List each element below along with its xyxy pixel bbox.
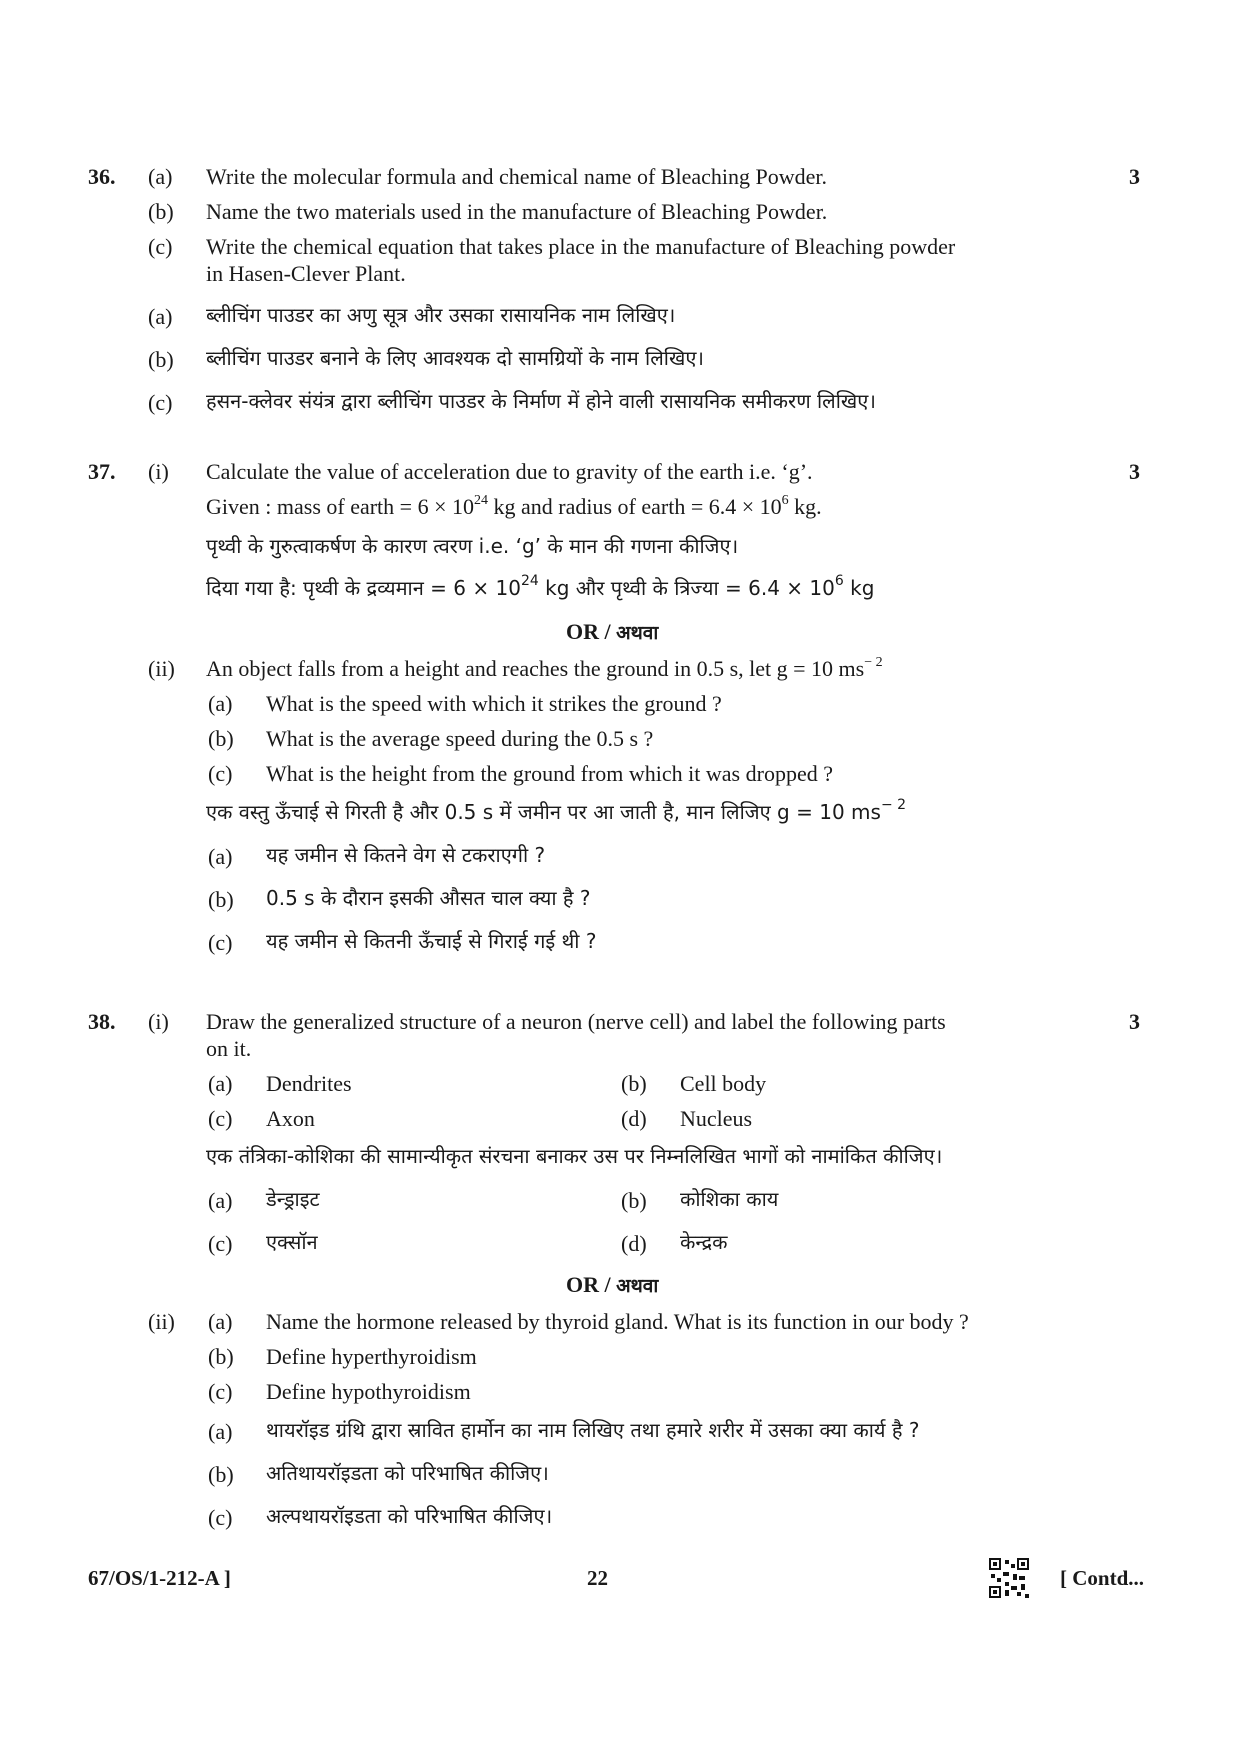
option-label: (c) (208, 1505, 233, 1530)
option-label: (ii) (148, 1309, 175, 1334)
option-label: (i) (148, 459, 169, 484)
option-label: (c) (208, 1106, 233, 1131)
option-label: (b) (621, 1188, 647, 1213)
question-number: 37. (88, 459, 116, 484)
part-text-hindi: कोशिका काय (680, 1187, 779, 1211)
option-label: (a) (148, 304, 173, 329)
marks: 3 (1129, 164, 1140, 189)
question-number: 36. (88, 164, 116, 189)
question-text-hindi: अतिथायरॉइडता को परिभाषित कीजिए। (266, 1461, 549, 1485)
option-label: (b) (208, 726, 234, 751)
question-text-hindi: थायरॉइड ग्रंथि द्वारा स्रावित हार्मोन का नाम लिखिए तथा हमारे शरीर में उसका क्या कार्य है ? (266, 1418, 920, 1442)
question-text: Name the two materials used in the manufacture of Bleaching Powder. (206, 199, 828, 224)
question-text-hindi: ब्लीचिंग पाउडर बनाने के लिए आवश्यक दो सामग्रियों के नाम लिखिए। (206, 346, 704, 370)
option-label: (c) (208, 761, 233, 786)
part-text: Nucleus (680, 1106, 753, 1131)
or-divider: OR / अथवा (566, 1272, 659, 1297)
option-label: (a) (208, 691, 233, 716)
option-label: (c) (148, 234, 173, 259)
question-text: Write the molecular formula and chemical name of Bleaching Powder. (206, 164, 827, 189)
question-text: What is the average speed during the 0.5 s ? (266, 726, 654, 751)
part-text-hindi: डेन्ड्राइट (266, 1187, 320, 1211)
part-text: Axon (266, 1106, 315, 1131)
part-text: Cell body (680, 1071, 767, 1096)
option-label: (b) (208, 887, 234, 912)
continued-label: [ Contd... (1060, 1566, 1145, 1590)
option-label: (b) (148, 199, 174, 224)
part-text-hindi: केन्द्रक (680, 1230, 728, 1254)
option-label: (a) (208, 1071, 233, 1096)
question-text: in Hasen-Clever Plant. (206, 261, 406, 286)
option-label: (a) (148, 164, 173, 189)
option-label: (b) (148, 347, 174, 372)
option-label: (a) (208, 844, 233, 869)
question-text-hindi: यह जमीन से कितनी ऊँचाई से गिराई गई थी ? (266, 929, 597, 953)
question-text: Define hyperthyroidism (266, 1344, 477, 1369)
question-text-hindi: एक वस्तु ऊँचाई से गिरती है और 0.5 s में जमीन पर आ जाती है, मान लिजिए g = 10 $ms^{- 2}$ (206, 797, 907, 824)
question-text-hindi: एक तंत्रिका-कोशिका की सामान्यीकृत संरचना बनाकर उस पर निम्नलिखित भागों को नामांकित कीजिए। (206, 1144, 943, 1168)
question-number: 38. (88, 1009, 116, 1034)
option-label: (c) (148, 390, 173, 415)
option-label: (c) (208, 1379, 233, 1404)
question-text-hindi: हसन-क्लेवर संयंत्र द्वारा ब्लीचिंग पाउडर के निर्माण में होने वाली रासायनिक समीकरण लिखिए। (206, 389, 876, 413)
marks: 3 (1129, 1009, 1140, 1034)
question-text: on it. (206, 1036, 252, 1061)
question-text: Draw the generalized structure of a neuron (nerve cell) and label the following parts (206, 1009, 946, 1034)
option-label: (a) (208, 1309, 233, 1334)
question-text: What is the speed with which it strikes the ground ? (266, 691, 722, 716)
option-label: (c) (208, 930, 233, 955)
option-label: (d) (621, 1231, 647, 1256)
page-number: 22 (587, 1566, 608, 1590)
option-label: (ii) (148, 656, 175, 681)
question-text: Name the hormone released by thyroid gland. What is its function in our body ? (266, 1309, 969, 1334)
or-divider: OR / अथवा (566, 619, 659, 644)
option-label: (c) (208, 1231, 233, 1256)
question-text: An object falls from a height and reaches the ground in 0.5 s, let g = 10 $ms^{- 2}$ (206, 654, 883, 681)
question-text-hindi: 0.5 s के दौरान इसकी औसत चाल क्या है ? (266, 886, 591, 910)
qr-code-icon (989, 1558, 1029, 1598)
part-text: Dendrites (266, 1071, 352, 1096)
option-label: (a) (208, 1419, 233, 1444)
option-label: (i) (148, 1009, 169, 1034)
option-label: (b) (208, 1344, 234, 1369)
option-label: (a) (208, 1188, 233, 1213)
option-label: (b) (621, 1071, 647, 1096)
question-text-hindi: पृथ्वी के गुरुत्वाकर्षण के कारण त्वरण i.e. ‘g’ के मान की गणना कीजिए। (206, 534, 739, 558)
question-text-hindi: दिया गया है: पृथ्वी के द्रव्यमान = $6 \times 10^{24}$ kg और पृथ्वी के त्रिज्या = $6.4 \times 10^6$ kg (206, 573, 875, 600)
marks: 3 (1129, 459, 1140, 484)
paper-code: 67/OS/1-212-A ] (88, 1566, 231, 1590)
question-text: Define hypothyroidism (266, 1379, 471, 1404)
question-text: Calculate the value of acceleration due to gravity of the earth i.e. ‘g’. (206, 459, 813, 484)
question-text: Write the chemical equation that takes place in the manufacture of Bleaching powder (206, 234, 956, 259)
question-text: Given : mass of earth = $6 \times 10^{24}$ kg and radius of earth = $6.4 \times 10^6$ kg. (206, 492, 822, 519)
question-text: What is the height from the ground from which it was dropped ? (266, 761, 833, 786)
question-text-hindi: ब्लीचिंग पाउडर का अणु सूत्र और उसका रासायनिक नाम लिखिए। (206, 303, 676, 327)
question-text-hindi: यह जमीन से कितने वेग से टकराएगी ? (266, 843, 546, 867)
question-text-hindi: अल्पथायरॉइडता को परिभाषित कीजिए। (266, 1504, 553, 1528)
part-text-hindi: एक्सॉन (266, 1230, 318, 1254)
option-label: (b) (208, 1462, 234, 1487)
option-label: (d) (621, 1106, 647, 1131)
